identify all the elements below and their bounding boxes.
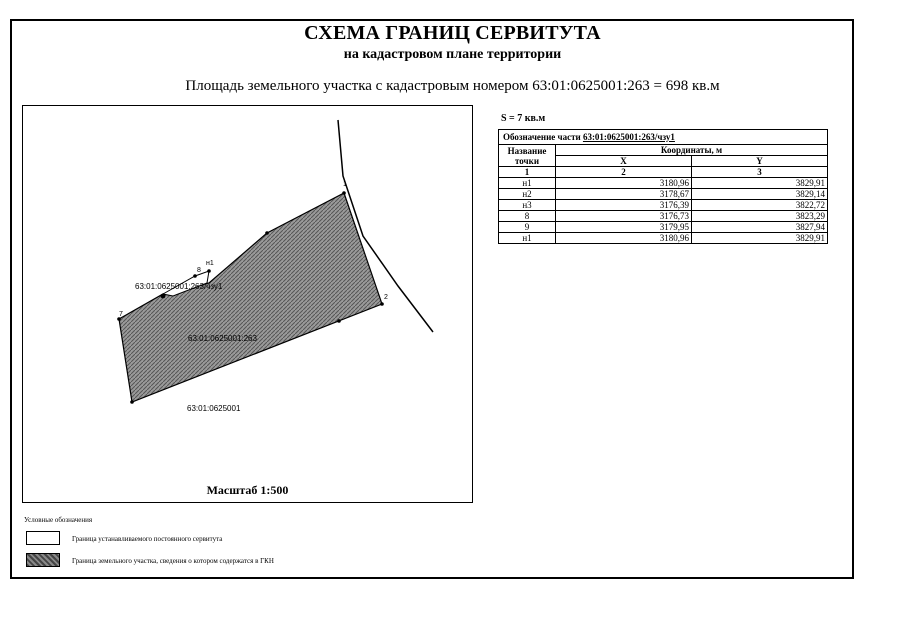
row-x: 3176,39 <box>556 200 692 211</box>
row-y: 3827,94 <box>692 222 828 233</box>
part-prefix: Обозначение части <box>503 132 581 142</box>
legend-swatch-servitude <box>26 531 60 545</box>
table-row <box>499 178 828 189</box>
index-row <box>499 167 828 178</box>
document-title: СХЕМА ГРАНИЦ СЕРВИТУТА <box>304 22 601 44</box>
col-index-3: 3 <box>692 167 828 178</box>
vertex-1 <box>342 191 346 195</box>
table-row <box>499 222 828 233</box>
vertex-n1 <box>207 269 211 273</box>
map-panel <box>22 105 473 503</box>
quarter-label: 63:01:0625001 <box>187 404 241 413</box>
point-label-1: 1 <box>343 181 347 188</box>
document-subtitle: на кадастровом плане территории <box>343 47 562 62</box>
col-header-x: X <box>556 156 692 167</box>
col-index-2: 2 <box>556 167 692 178</box>
vertex-9 <box>161 294 166 299</box>
parcel-polygon <box>119 193 382 402</box>
point-label-n1: н1 <box>206 260 214 267</box>
area-statement: Площадь земельного участка с кадастровым номером 63:01:0625001:263 = 698 кв.м <box>185 78 720 94</box>
vertex-3 <box>337 319 341 323</box>
row-point: 9 <box>499 222 556 233</box>
row-y: 3822,72 <box>692 200 828 211</box>
row-x: 3178,67 <box>556 189 692 200</box>
row-x: 3176,73 <box>556 211 692 222</box>
part-number: 63:01:0625001:263/чзу1 <box>582 132 675 142</box>
legend-title: Условные обозначения <box>24 516 93 524</box>
row-point: н1 <box>499 233 556 244</box>
row-y: 3823,29 <box>692 211 828 222</box>
vertex-4 <box>130 400 134 404</box>
parcel-label: 63:01:0625001:263 <box>188 334 257 343</box>
table-row <box>499 233 828 244</box>
point-label-8: 8 <box>197 267 201 274</box>
vertex-2 <box>380 302 384 306</box>
row-point: н3 <box>499 200 556 211</box>
map-scale: Масштаб 1:500 <box>206 483 289 497</box>
col-header-coords: Координаты, м <box>556 145 828 156</box>
row-y: 3829,91 <box>692 178 828 189</box>
col-header-name: Название точки <box>499 145 556 167</box>
row-y: 3829,14 <box>692 189 828 200</box>
row-x: 3180,96 <box>556 178 692 189</box>
table-row <box>499 211 828 222</box>
header-row <box>499 145 828 156</box>
point-label-2: 2 <box>384 294 388 301</box>
legend-label-parcel: Граница земельного участка, сведения о котором содержатся в ГКН <box>72 557 274 565</box>
row-x: 3179,95 <box>556 222 692 233</box>
vertex-top <box>265 231 269 235</box>
col-header-y: Y <box>692 156 828 167</box>
row-x: 3180,96 <box>556 233 692 244</box>
col-index-1: 1 <box>499 167 556 178</box>
table-row <box>499 200 828 211</box>
legend-swatch-parcel <box>26 553 60 567</box>
row-y: 3829,91 <box>692 233 828 244</box>
table-row <box>499 189 828 200</box>
legend-label-servitude: Граница устанавливаемого постоянного сервитута <box>72 535 223 543</box>
part-row <box>499 130 828 145</box>
vertex-8 <box>193 274 197 278</box>
row-point: н2 <box>499 189 556 200</box>
row-point: н1 <box>499 178 556 189</box>
coordinates-table <box>498 129 828 244</box>
servitude-label: 63:01:0625001:263/чзу1 <box>135 282 223 291</box>
point-label-7: 7 <box>119 311 123 318</box>
cadastral-map <box>23 106 474 504</box>
row-point: 8 <box>499 211 556 222</box>
servitude-area: S = 7 кв.м <box>501 113 546 124</box>
